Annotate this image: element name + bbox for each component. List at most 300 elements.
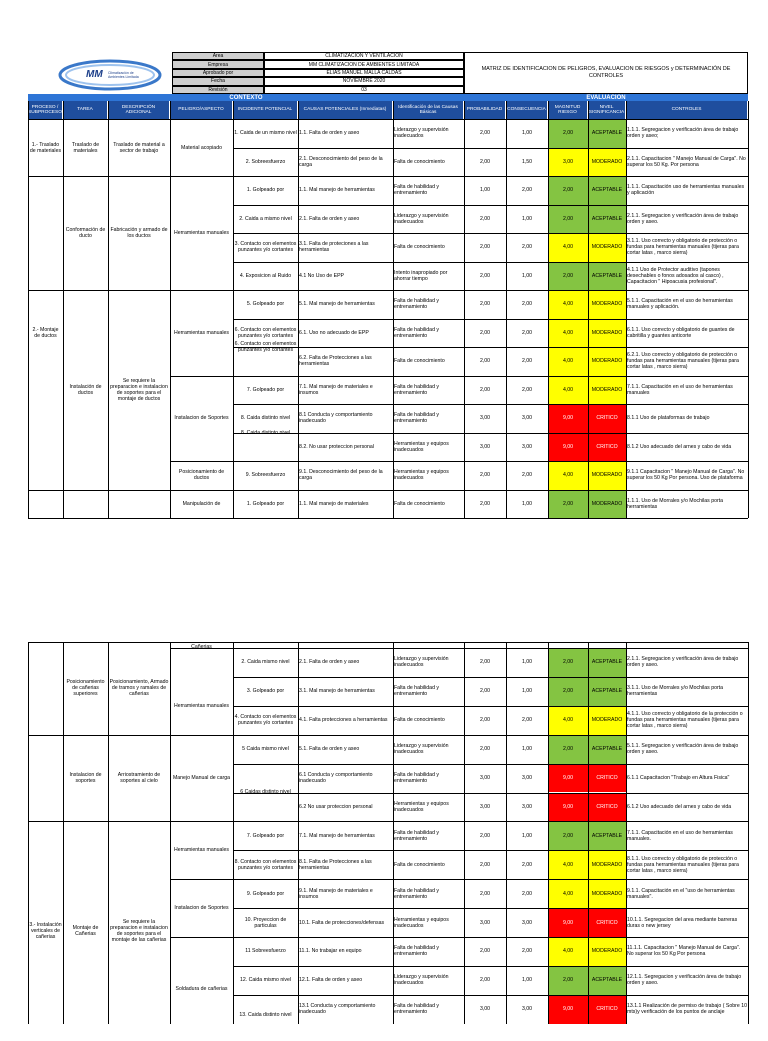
peligro-cell: Herramientas manuales <box>173 702 230 709</box>
causa-cell: 10.1. Falta de protecciones/defensas <box>299 919 385 926</box>
controles-cell: 4.1.1 Uso de Protector auditivo (tapones desechables o fonos adosados al casco) , Capacitacion " Hipoacusia profesional". <box>627 266 724 285</box>
matrix-page-2 <box>28 642 748 1024</box>
controles-cell: 4.1.1. Uso correcto y obligatorio de la protección o fundas para herramientas manuales (tijeras para cortar latas , marco sierra) <box>627 711 743 730</box>
causa-basica-cell: Falta de habilidad y entrenamiento <box>394 184 439 197</box>
consecuencia-cell: 2,00 <box>521 717 533 724</box>
magnitud-cell: 2,00 <box>548 490 588 519</box>
magnitud-cell: 4,00 <box>548 937 588 966</box>
header-value: 03 <box>264 86 464 94</box>
controles-cell: 6.1.2 Uso adecuado del arnes y cabo de vida <box>627 803 732 810</box>
consecuencia-cell: 3,00 <box>521 415 533 422</box>
probabilidad-cell: 2,00 <box>479 301 491 308</box>
grid-line <box>170 879 233 880</box>
causa-basica-cell: Herramientas y equipos inadecuados <box>394 800 449 813</box>
consecuencia-cell: 2,00 <box>521 187 533 194</box>
nivel-cell: ACEPTABLE <box>588 119 626 148</box>
probabilidad-cell: 2,00 <box>479 215 491 222</box>
column-header: CONSECUENCIA <box>506 101 548 119</box>
consecuencia-cell: 3,00 <box>521 775 533 782</box>
grid-line <box>233 677 748 678</box>
causa-basica-cell: Liderazgo y supervisión inadecuados <box>394 127 449 140</box>
column-header: PROCESO / SUBPROCESO <box>28 101 63 119</box>
probabilidad-cell: 2,00 <box>479 746 491 753</box>
causa-cell: 13.1 Conducta y comportamiento inadecuado <box>299 1003 376 1016</box>
descripcion-cell: Se requiere la preparacion e instalacion de soportes para el montaje de ductos <box>110 377 168 402</box>
consecuencia-cell: 1,00 <box>521 746 533 753</box>
grid-line <box>233 850 748 851</box>
consecuencia-cell: 3,00 <box>521 919 533 926</box>
incidente-cell: 1. Golpeado por <box>246 500 285 507</box>
grid-line <box>626 642 627 1024</box>
magnitud-cell: 2,00 <box>548 205 588 234</box>
consecuencia-cell: 1,00 <box>521 977 533 984</box>
grid-line <box>28 119 748 120</box>
grid-line <box>588 642 589 1024</box>
grid-line <box>233 404 748 405</box>
grid-line <box>28 642 748 643</box>
controles-cell: 10.1.1. Segregacion del area mediante barreras duras o new jersey <box>627 916 738 929</box>
controles-cell: 8.1.2 Uso adecuado del arnes y cabo de vida <box>627 443 732 450</box>
column-header: PROBABILIDAD <box>464 101 506 119</box>
controles-cell: 13.1.1 Realización de permiso de trabajo ( Sobre 10 mts)y verificación de los puntos de anclaje <box>627 1003 747 1016</box>
consecuencia-cell: 1,00 <box>521 688 533 695</box>
magnitud-cell: 2,00 <box>548 648 588 677</box>
incidente-cell: 8. Contacto con elementos punzantes y/o cortantes <box>234 858 297 871</box>
grid-line <box>170 290 233 291</box>
incidente-cell: 6. Contacto con elementos punzantes y/o cortantes <box>234 341 297 353</box>
controles-cell: 8.1.1. Uso correcto y obligatorio de protección o fundas para herramientas manuales (tijeras para cortar latas , marco sierra) <box>627 855 739 874</box>
consecuencia-cell: 2,00 <box>521 948 533 955</box>
nivel-cell: ACEPTABLE <box>588 205 626 234</box>
magnitud-cell: 4,00 <box>548 706 588 735</box>
incidente-cell: 12. Caida mismo nivel <box>239 977 292 984</box>
header-label: Area <box>172 52 264 60</box>
nivel-cell: MODERADO <box>588 319 626 348</box>
nivel-cell: CRITICO <box>588 793 626 822</box>
magnitud-cell: 4,00 <box>548 319 588 348</box>
causa-cell: 5.1. Falta de orden y aseo <box>299 746 360 753</box>
magnitud-cell: 9,00 <box>548 764 588 793</box>
controles-cell: 5.1.1. Capacitación en el uso de herramientas manuales y aplicación. <box>627 298 733 311</box>
probabilidad-cell: 2,00 <box>479 832 491 839</box>
causa-basica-cell: Falta de conocimiento <box>394 358 445 365</box>
proceso-cell: 2.- Montaje de ductos <box>32 326 59 339</box>
nivel-cell: ACEPTABLE <box>588 262 626 291</box>
peligro-cell: Manejo Manual de carga <box>172 775 231 782</box>
tarea-cell: Instalacion de soportes <box>69 772 102 785</box>
incidente-cell: 2. Sobreesfuerzo <box>245 158 286 165</box>
incidente-cell: 1. Caida de un mismo nivel <box>234 130 297 137</box>
causa-cell: 9.1. Desconocimiento del peso de la carga <box>299 469 383 482</box>
incidente-cell: 10. Proyeccion de particulas <box>244 916 287 929</box>
logo-text: MM <box>86 69 103 80</box>
causa-cell: 2.1. Falta de orden y aseo <box>299 659 360 666</box>
controles-cell: 6.2.1. Uso correcto y obligatorio de protección o fundas para herramientas manuales (tijeras para cortar latas , marco sierra) <box>627 352 739 371</box>
consecuencia-cell: 1,00 <box>521 130 533 137</box>
controles-cell: 3.1.1. Uso de Morrales y/o Mochilas porta herramientas <box>627 685 724 698</box>
probabilidad-cell: 2,00 <box>479 500 491 507</box>
consecuencia-cell: 1,00 <box>521 500 533 507</box>
consecuencia-cell: 2,00 <box>521 386 533 393</box>
header-label: Empresa <box>172 60 264 68</box>
consecuencia-cell: 3,00 <box>521 1006 533 1013</box>
grid-line <box>28 735 170 736</box>
grid-line <box>108 642 109 1024</box>
magnitud-cell: 4,00 <box>548 290 588 319</box>
descripcion-cell: Se requiere la preparacion e instalacion de soportes para el montaje de las cañerias <box>110 919 168 944</box>
probabilidad-cell: 2,00 <box>479 948 491 955</box>
magnitud-cell: 4,00 <box>548 461 588 490</box>
causa-basica-cell: Falta de conocimiento <box>394 500 445 507</box>
proceso-cell: 1.- Traslado de materiales <box>29 141 62 154</box>
probabilidad-cell: 2,00 <box>479 358 491 365</box>
incidente-cell: 9. Sobreesfuerzo <box>245 472 286 479</box>
grid-line <box>63 101 64 518</box>
magnitud-cell: 4,00 <box>548 233 588 262</box>
causa-basica-cell: Liderazgo y supervisión inadecuados <box>394 212 449 225</box>
grid-line <box>233 995 748 996</box>
grid-line <box>170 101 171 518</box>
grid-line <box>548 101 549 518</box>
nivel-cell: MODERADO <box>588 490 626 519</box>
nivel-cell: ACEPTABLE <box>588 735 626 764</box>
causa-cell: 8.1 Conducta y comportamiento inadecuado <box>299 412 373 425</box>
causa-basica-cell: Liderazgo y supervisión inadecuados <box>394 656 449 669</box>
incidente-cell: 13. Caida distinto nivel <box>239 1012 292 1019</box>
consecuencia-cell: 2,00 <box>521 329 533 336</box>
grid-line <box>233 648 748 649</box>
consecuencia-cell: 1,00 <box>521 659 533 666</box>
grid-line <box>233 347 748 348</box>
grid-line <box>233 706 748 707</box>
tarea-cell: Conformación de ducto <box>65 227 106 239</box>
grid-line <box>233 879 748 880</box>
band-contexto: CONTEXTO <box>28 94 464 101</box>
controles-cell: 2.1.1. Capacitacion " Manejo Manual de Carga". No superar los 50 Kg. Por persona <box>627 155 746 168</box>
grid-line <box>233 764 748 765</box>
grid-line <box>170 642 171 1024</box>
probabilidad-cell: 3,00 <box>479 803 491 810</box>
probabilidad-cell: 3,00 <box>479 443 491 450</box>
magnitud-cell: 4,00 <box>548 850 588 879</box>
nivel-cell: MODERADO <box>588 850 626 879</box>
column-header: DESCRIPCIÓN ADICIONAL <box>108 101 170 119</box>
grid-line <box>506 101 507 518</box>
grid-line <box>28 518 748 519</box>
grid-line <box>233 490 748 491</box>
consecuencia-cell: 1,50 <box>521 158 533 165</box>
grid-line <box>28 821 233 822</box>
nivel-cell: MODERADO <box>588 290 626 319</box>
column-header: Identificación de las Causas Básicas <box>393 101 464 119</box>
magnitud-cell: 2,00 <box>548 821 588 850</box>
grid-line <box>28 176 233 177</box>
grid-line <box>233 461 748 462</box>
controles-cell: 9.1.1. Capacitación en el "uso de herramientas manuales". <box>627 887 735 900</box>
grid-line <box>233 793 748 794</box>
magnitud-cell: 2,00 <box>548 966 588 995</box>
tarea-cell: Montaje de Cañerias <box>72 925 99 938</box>
logo-subtitle: Climatización de Ambientes Limitada <box>108 71 139 79</box>
grid-line <box>170 461 233 462</box>
tarea-cell: Posicionamiento de cañerias superiores <box>66 679 105 698</box>
controles-cell: 12.1.1. Segregacion y verificación área de trabajo orden y aseo. <box>627 974 742 987</box>
descripcion-cell: Traslado de material a sector de trabajo <box>113 141 165 154</box>
column-header: CAUSAS POTENCIALES (Inmediatas) <box>298 101 393 119</box>
consecuencia-cell: 2,00 <box>521 890 533 897</box>
grid-line <box>588 101 589 518</box>
grid-line <box>298 642 299 1024</box>
causa-cell: 1.1. Falta de orden y aseo <box>299 130 360 137</box>
band-evaluacion: EVALUACIÓN <box>464 94 748 101</box>
peligro-cell: Instalacion de Soportes <box>174 415 229 422</box>
nivel-cell: MODERADO <box>588 233 626 262</box>
probabilidad-cell: 2,00 <box>479 659 491 666</box>
nivel-cell: ACEPTABLE <box>588 821 626 850</box>
grid-line <box>233 101 234 518</box>
causa-cell: 6.2. Falta de Protecciones a las herramientas <box>299 355 372 368</box>
probabilidad-cell: 2,00 <box>479 890 491 897</box>
header-label: Revisión <box>172 86 264 94</box>
probabilidad-cell: 2,00 <box>479 272 491 279</box>
incidente-cell: 6. Contacto con elementos punzantes y/o cortantes <box>234 326 297 339</box>
column-header: INCIDENTE POTENCIAL <box>233 101 298 119</box>
causa-basica-cell: Herramientas y equipos inadecuados <box>394 916 449 929</box>
consecuencia-cell: 2,00 <box>521 861 533 868</box>
magnitud-cell: 4,00 <box>548 347 588 376</box>
proceso-cell: 3.- Instalación verticales de cañerias <box>29 922 62 941</box>
controles-cell: 1.1.1. Segregacion y verificación área de trabajo orden y aseo; <box>627 127 739 140</box>
grid-line <box>233 148 748 149</box>
causa-basica-cell: Liderazgo y supervisión inadecuados <box>394 743 449 756</box>
controles-cell: 7.1.1. Capacitación en el uso de herramientas manuales <box>627 383 733 396</box>
nivel-cell: ACEPTABLE <box>588 966 626 995</box>
incidente-cell: 6 Caidas distinto nivel <box>240 789 291 796</box>
causa-cell: 6.1 Conducta y comportamiento inadecuado <box>299 772 373 785</box>
nivel-cell: ACEPTABLE <box>588 176 626 205</box>
probabilidad-cell: 2,00 <box>479 977 491 984</box>
incidente-cell: 4. Contacto con elementos punzantes y/o cortantes <box>234 714 297 727</box>
nivel-cell: CRITICO <box>588 908 626 937</box>
causa-basica-cell: Falta de habilidad y entrenamiento <box>394 945 439 958</box>
controles-cell: 2.1.1. Segregacion y verificación área de trabajo orden y aseo. <box>627 656 739 669</box>
causa-cell: 1.1. Mal manejo de herramientas <box>299 187 375 194</box>
causa-basica-cell: Falta de habilidad y entrenamiento <box>394 1003 439 1016</box>
nivel-cell: CRITICO <box>588 764 626 793</box>
causa-cell: 8.2. No usar proteccion personal <box>299 443 374 450</box>
controles-cell: 3.1.1. Uso correcto y obligatorio de protección o fundas para herramientas manuales (tijeras para cortar latas , marco sierra) <box>627 238 739 257</box>
magnitud-cell: 2,00 <box>548 262 588 291</box>
grid-line <box>170 648 233 649</box>
nivel-cell: MODERADO <box>588 879 626 908</box>
incidente-cell: 5. Golpeado por <box>246 301 285 308</box>
causa-basica-cell: Falta de habilidad y entrenamiento <box>394 298 439 311</box>
peligro-cell: Instalacion de Soportes <box>174 905 229 912</box>
grid-line <box>108 101 109 518</box>
column-header: NIVEL SIGNIFICANCIA <box>588 101 626 119</box>
grid-line <box>28 642 29 1024</box>
nivel-cell: MODERADO <box>588 937 626 966</box>
incidente-cell: 7. Golpeado por <box>246 832 285 839</box>
grid-line <box>748 642 749 1024</box>
incidente-cell: 7. Golpeado por <box>246 386 285 393</box>
probabilidad-cell: 1,00 <box>479 187 491 194</box>
controles-cell: 8.1.1 Uso de plataformas de trabajo <box>627 415 710 422</box>
grid-line <box>63 642 64 1024</box>
nivel-cell: MODERADO <box>588 148 626 177</box>
causa-cell: 1.1. Mal manejo de materiales <box>299 500 369 507</box>
probabilidad-cell: 3,00 <box>479 919 491 926</box>
causa-cell: 12.1. Falta de orden y aseo <box>299 977 363 984</box>
causa-basica-cell: Falta de habilidad y entrenamiento <box>394 772 439 785</box>
matrix-page-1 <box>28 52 748 528</box>
magnitud-cell: 9,00 <box>548 404 588 433</box>
controles-cell: 1.1.1. Uso de Morrales y/o Mochilas porta herramientas <box>627 497 724 510</box>
magnitud-cell: 9,00 <box>548 793 588 822</box>
grid-line <box>748 101 749 518</box>
grid-line <box>233 735 748 736</box>
magnitud-cell: 2,00 <box>548 176 588 205</box>
causa-basica-cell: Falta de habilidad y entrenamiento <box>394 685 439 698</box>
causa-cell: 7.1. Mal manejo de materiales e insumos <box>299 383 373 396</box>
header-value: MM CLIMATIZACION DE AMBIENTES LIMITADA <box>264 60 464 68</box>
probabilidad-cell: 2,00 <box>479 386 491 393</box>
incidente-cell: 1. Golpeado por <box>246 187 285 194</box>
probabilidad-cell: 2,00 <box>479 861 491 868</box>
consecuencia-cell: 2,00 <box>521 472 533 479</box>
nivel-cell: CRITICO <box>588 433 626 462</box>
causa-cell: 4.1. Falta protecciones a herramientas <box>299 717 388 724</box>
incidente-cell: 2. Caida a mismo nivel <box>239 215 292 222</box>
causa-cell: 5.1. Mal manejo de herramientas <box>299 301 375 308</box>
causa-basica-cell: Herramientas y equipos inadecuados <box>394 469 449 482</box>
probabilidad-cell: 2,00 <box>479 244 491 251</box>
grid-line <box>233 176 748 177</box>
grid-line <box>464 101 465 518</box>
incidente-cell: 4. Exposicion al Ruido <box>239 272 292 279</box>
causa-basica-cell: Falta de conocimiento <box>394 158 445 165</box>
descripcion-cell: Fabricación y armado de los ductos <box>110 227 168 239</box>
company-logo <box>58 56 168 94</box>
grid-line <box>393 642 394 1024</box>
nivel-cell: MODERADO <box>588 706 626 735</box>
magnitud-cell: 4,00 <box>548 376 588 405</box>
magnitud-cell: 9,00 <box>548 908 588 937</box>
magnitud-cell: 9,00 <box>548 995 588 1024</box>
magnitud-cell: 9,00 <box>548 433 588 462</box>
consecuencia-cell: 1,00 <box>521 272 533 279</box>
probabilidad-cell: 2,00 <box>479 130 491 137</box>
magnitud-cell: 2,00 <box>548 735 588 764</box>
grid-line <box>170 937 233 938</box>
nivel-cell: MODERADO <box>588 347 626 376</box>
causa-cell: 11.1. No trabajar en equipo <box>299 948 362 955</box>
peligro-cell: Cañerias <box>191 644 212 650</box>
consecuencia-cell: 2,00 <box>521 301 533 308</box>
grid-line <box>170 376 233 377</box>
causa-basica-cell: Falta de conocimiento <box>394 717 445 724</box>
consecuencia-cell: 1,00 <box>521 832 533 839</box>
consecuencia-cell: 3,00 <box>521 443 533 450</box>
grid-line <box>506 642 507 1024</box>
grid-line <box>233 433 748 434</box>
grid-line <box>233 966 748 967</box>
causa-basica-cell: Falta de conocimiento <box>394 861 445 868</box>
causa-basica-cell: Falta de habilidad y entrenamiento <box>394 887 439 900</box>
probabilidad-cell: 3,00 <box>479 415 491 422</box>
grid-line <box>464 642 465 1024</box>
peligro-cell: Herramientas manuales <box>173 230 230 236</box>
grid-line <box>393 101 394 518</box>
consecuencia-cell: 2,00 <box>521 244 533 251</box>
nivel-cell: MODERADO <box>588 461 626 490</box>
probabilidad-cell: 2,00 <box>479 472 491 479</box>
column-header: TAREA <box>63 101 108 119</box>
incidente-cell: 9. Golpeado por <box>246 890 285 897</box>
grid-line <box>233 908 748 909</box>
matrix-title: MATRIZ DE IDENTIFICACION DE PELIGROS, EVALUACION DE RIESGOS y DETERMINACIÓN DE CONTROLES <box>464 52 748 94</box>
causa-cell: 4.1 No Uso de EPP <box>299 272 344 279</box>
causa-cell: 6.2 No usar proteccion personal <box>299 803 373 810</box>
consecuencia-cell: 2,00 <box>521 358 533 365</box>
magnitud-cell: 3,00 <box>548 148 588 177</box>
descripcion-cell: Arriostramiento de soportes al cielo <box>117 772 161 785</box>
nivel-cell: ACEPTABLE <box>588 648 626 677</box>
magnitud-cell: 2,00 <box>548 119 588 148</box>
peligro-cell: Herramientas manuales <box>173 329 230 336</box>
probabilidad-cell: 3,00 <box>479 1006 491 1013</box>
header-label: Aprobado por <box>172 69 264 77</box>
nivel-cell: MODERADO <box>588 376 626 405</box>
header-value: ELIAS MANUEL MALLA CALDAS <box>264 69 464 77</box>
grid-line <box>233 937 748 938</box>
incidente-cell: 3. Golpeado por <box>246 688 285 695</box>
grid-line <box>626 101 627 518</box>
incidente-cell: 11 Sobreesfuerzo <box>245 948 286 955</box>
causa-basica-cell: Falta de habilidad y entrenamiento <box>394 326 439 339</box>
peligro-cell: Soldadura de cañerias <box>175 986 228 993</box>
magnitud-cell: 2,00 <box>548 677 588 706</box>
peligro-cell: Manipulación de <box>182 500 221 507</box>
causa-basica-cell: Intento inapropiado por ahorrar tiempo <box>394 269 448 282</box>
grid-line <box>170 490 233 491</box>
incidente-cell: 8. Caida distinto nivel <box>240 429 291 436</box>
probabilidad-cell: 2,00 <box>479 717 491 724</box>
causa-cell: 7.1. Mal manejo de herramientas <box>299 832 375 839</box>
header-label: Fecha <box>172 77 264 85</box>
controles-cell: 5.1.1. Segregacion y verificación área de trabajo orden y aseo. <box>627 743 739 756</box>
column-header: CONTROLES <box>626 101 748 119</box>
nivel-cell: CRITICO <box>588 404 626 433</box>
grid-line <box>233 205 748 206</box>
column-header: PELIGRO/ASPECTO <box>170 101 233 119</box>
causa-basica-cell: Liderazgo y supervisión inadecuados <box>394 974 449 987</box>
probabilidad-cell: 2,00 <box>479 688 491 695</box>
grid-line <box>233 821 748 822</box>
tarea-cell: Traslado de materiales <box>71 141 100 154</box>
grid-line <box>233 290 748 291</box>
nivel-cell: ACEPTABLE <box>588 677 626 706</box>
probabilidad-cell: 2,00 <box>479 158 491 165</box>
controles-cell: 9.1.1 Capacitacion " Manejo Manual de Carga". No superar los 50 Kg Por persona. Uso de plataforma <box>627 469 745 482</box>
peligro-cell: Material acopiado <box>181 144 222 151</box>
column-header: MAGNITUD RIESGO <box>548 101 588 119</box>
incidente-cell: 2. Caida mismo nivel <box>241 659 290 666</box>
incidente-cell: 8. Caida distinto nivel <box>240 415 291 422</box>
controles-cell: 2.1.1. Segregacion y verificación área de trabajo orden y aseo. <box>627 212 739 225</box>
consecuencia-cell: 3,00 <box>521 803 533 810</box>
causa-cell: 2.1. Desconocimiento del peso de la carga <box>299 155 383 168</box>
